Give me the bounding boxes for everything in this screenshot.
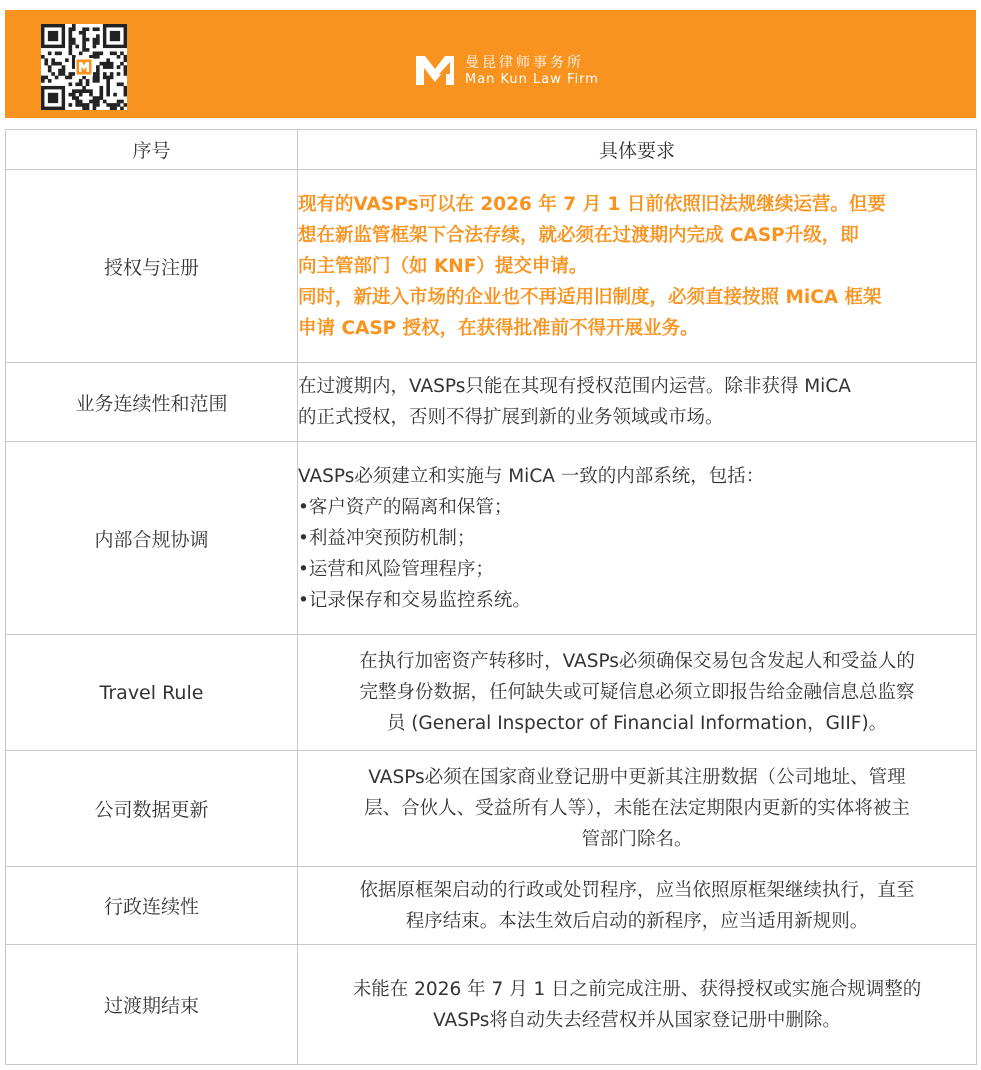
row-label: 业务连续性和范围 [6,363,298,442]
table-row [6,170,977,363]
table-row [6,867,977,945]
row-label: 授权与注册 [6,170,298,363]
description-line: 的正式授权，否则不得扩展到新的业务领域或市场。 [298,407,724,428]
row-description [298,867,977,945]
row-label: 内部合规协调 [6,442,298,635]
description-line: 程序结束。本法生效后启动的新程序，应当适用新规则。 [405,910,869,932]
bullet-item: •运营和风险管理程序； [298,558,494,580]
row-label: 行政连续性 [6,867,298,945]
row-label: 公司数据更新 [6,751,298,867]
description-line: 同时，新进入市场的企业也不再适用旧制度，必须直接按照 MiCA 框架 [298,286,882,308]
description-line: 管部门除名。 [581,829,693,850]
row-label: Travel Rule [6,635,298,751]
table-row [6,635,977,751]
description-line: 未能在 2026 年 7 月 1 日之前完成注册、获得授权或实施合规调整的 [352,978,922,1000]
table-row [6,751,977,867]
description-line: 层、合伙人、受益所有人等），未能在法定期限内更新的实体将被主 [364,798,910,819]
table-row [6,442,977,635]
row-description [298,363,977,442]
requirements-table [5,129,977,1065]
qr-code-icon [41,24,127,110]
description-line: 完整身份数据，任何缺失或可疑信息必须立即报告给金融信息总监察 [359,682,915,703]
row-description [298,170,977,363]
table-row [6,363,977,442]
description-line: 在执行加密资产转移时，VASPs必须确保交易包含发起人和受益人的 [359,651,915,672]
description-line: VASPs将自动失去经营权并从国家登记册中删除。 [433,1009,841,1031]
table-header-row [6,130,977,170]
description-line: 员 (General Inspector of Financial Information，GIIF)。 [386,713,888,734]
column-header-index: 序号 [6,130,298,170]
description-line: 向主管部门（如 KNF）提交申请。 [298,255,588,277]
description-line: VASPs必须建立和实施与 MiCA 一致的内部系统，包括： [298,465,765,487]
bullet-item: •记录保存和交易监控系统。 [298,589,531,611]
table-row [6,945,977,1065]
description-line: 想在新监管框架下合法存续，就必须在过渡期内完成 CASP升级，即 [298,224,859,246]
bullet-item: •利益冲突预防机制； [298,527,476,549]
description-line: 在过渡期内，VASPs只能在其现有授权范围内运营。除非获得 MiCA [298,376,851,397]
row-description [298,635,977,751]
bullet-item: •客户资产的隔离和保管； [298,496,513,518]
row-description [298,945,977,1065]
row-description [298,751,977,867]
row-description [298,442,977,635]
row-label: 过渡期结束 [6,945,298,1065]
column-header-requirements: 具体要求 [298,130,977,170]
mankun-logo-icon [413,52,457,88]
logo-chinese-name: 曼昆律师事务所 [465,55,584,71]
description-line: 申请 CASP 授权，在获得批准前不得开展业务。 [298,317,699,339]
logo-english-name: Man Kun Law Firm [465,72,599,87]
description-line: 依据原框架启动的行政或处罚程序，应当依照原框架继续执行，直至 [359,879,915,901]
description-line: VASPs必须在国家商业登记册中更新其注册数据（公司地址、管理 [368,767,906,788]
header-banner [5,10,976,118]
description-line: 现有的VASPs可以在 2026 年 7 月 1 日前依照旧法规继续运营。但要 [298,193,886,215]
